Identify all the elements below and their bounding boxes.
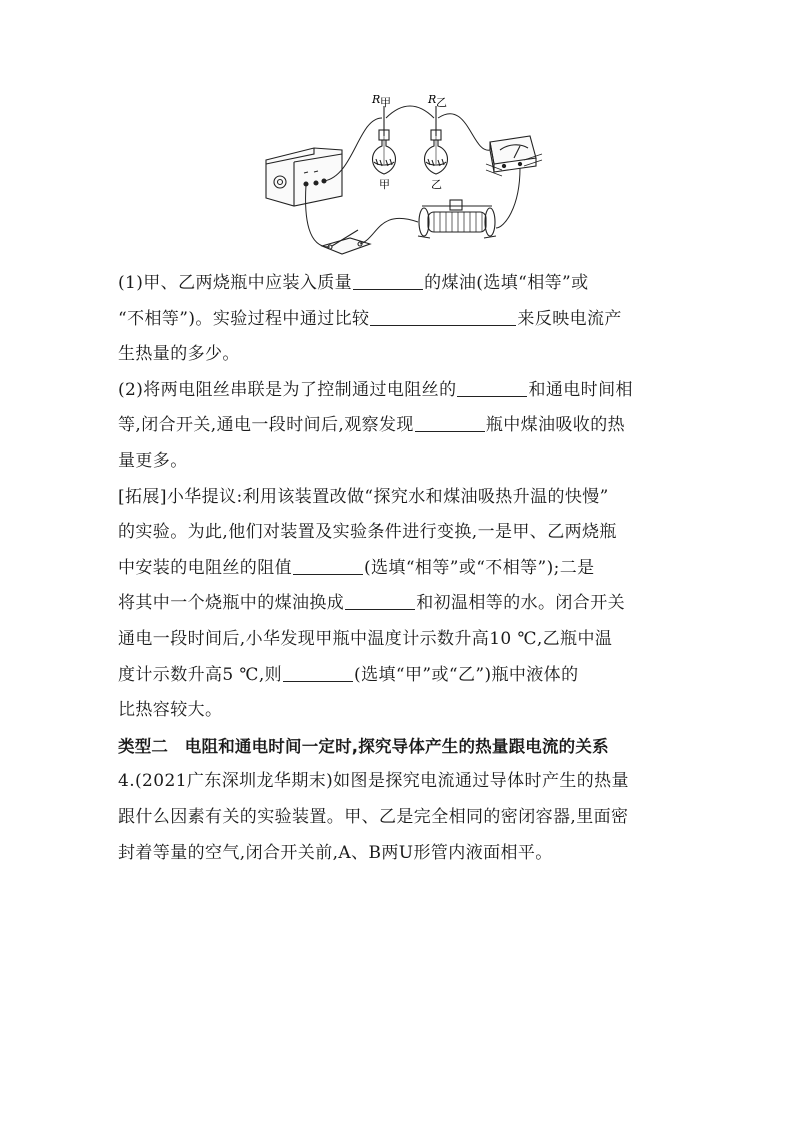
r-yi-label: R bbox=[428, 93, 437, 106]
r-jia-subscript: 甲 bbox=[380, 96, 391, 109]
q1-line-2: “不相等”)。实验过程中通过比较 来反映电流产 bbox=[118, 308, 622, 329]
section-heading: 类型二 电阻和通电时间一定时,探究导体产生的热量跟电流的关系 bbox=[118, 736, 609, 756]
flask-jia-label: 甲 bbox=[379, 178, 390, 191]
q4-line-3: 封着等量的空气,闭合开关前,A、B两U形管内液面相平。 bbox=[118, 842, 553, 863]
switch bbox=[322, 230, 370, 254]
answer-blank[interactable] bbox=[457, 378, 527, 397]
circuit-figure bbox=[258, 88, 548, 260]
q1-line-1: (1)甲、乙两烧瓶中应装入质量 的煤油(选填“相等”或 bbox=[118, 273, 589, 293]
answer-blank[interactable] bbox=[353, 271, 423, 290]
ext-line-6: 度计示数升高5 ℃,则 (选填“甲”或“乙”)瓶中液体的 bbox=[118, 664, 579, 685]
circuit-diagram bbox=[258, 88, 548, 260]
flask-yi-label: 乙 bbox=[431, 178, 442, 191]
ammeter bbox=[486, 136, 542, 176]
answer-blank[interactable] bbox=[370, 307, 516, 326]
question-text bbox=[118, 266, 678, 871]
ext-line-7: 比热容较大。 bbox=[118, 700, 223, 721]
ext-line-3: 中安装的电阻丝的阻值 (选填“相等”或“不相等”);二是 bbox=[118, 557, 595, 578]
flask-yi bbox=[425, 106, 448, 174]
q4-line-2: 跟什么因素有关的实验装置。甲、乙是完全相同的密闭容器,里面密 bbox=[118, 806, 629, 827]
ext-line-5: 通电一段时间后,小华发现甲瓶中温度计示数升高10 ℃,乙瓶中温 bbox=[118, 628, 613, 649]
answer-blank[interactable] bbox=[415, 413, 485, 432]
q4-line-1: 4.(2021广东深圳龙华期末)如图是探究电流通过导体时产生的热量 bbox=[118, 771, 629, 792]
r-yi-subscript: 乙 bbox=[436, 96, 447, 109]
q1-line-3: 生热量的多少。 bbox=[118, 344, 240, 365]
flask-jia bbox=[373, 106, 396, 174]
ext-line-1: [拓展]小华提议:利用该装置改做“探究水和煤油吸热升温的快慢” bbox=[118, 486, 609, 507]
ext-line-2: 的实验。为此,他们对装置及实验条件进行变换,一是甲、乙两烧瓶 bbox=[118, 522, 617, 543]
rheostat bbox=[418, 200, 496, 238]
answer-blank[interactable] bbox=[345, 591, 415, 610]
answer-blank[interactable] bbox=[283, 663, 353, 682]
q2-line-2: 等,闭合开关,通电一段时间后,观察发现 瓶中煤油吸收的热 bbox=[118, 415, 626, 436]
r-jia-label: R bbox=[372, 93, 381, 106]
q2-line-3: 量更多。 bbox=[118, 450, 188, 471]
q2-line-1: (2)将两电阻丝串联是为了控制通过电阻丝的 和通电时间相 bbox=[118, 379, 633, 400]
answer-blank[interactable] bbox=[293, 556, 363, 575]
power-supply bbox=[266, 148, 342, 206]
ext-line-4: 将其中一个烧瓶中的煤油换成 和初温相等的水。闭合开关 bbox=[118, 593, 626, 614]
